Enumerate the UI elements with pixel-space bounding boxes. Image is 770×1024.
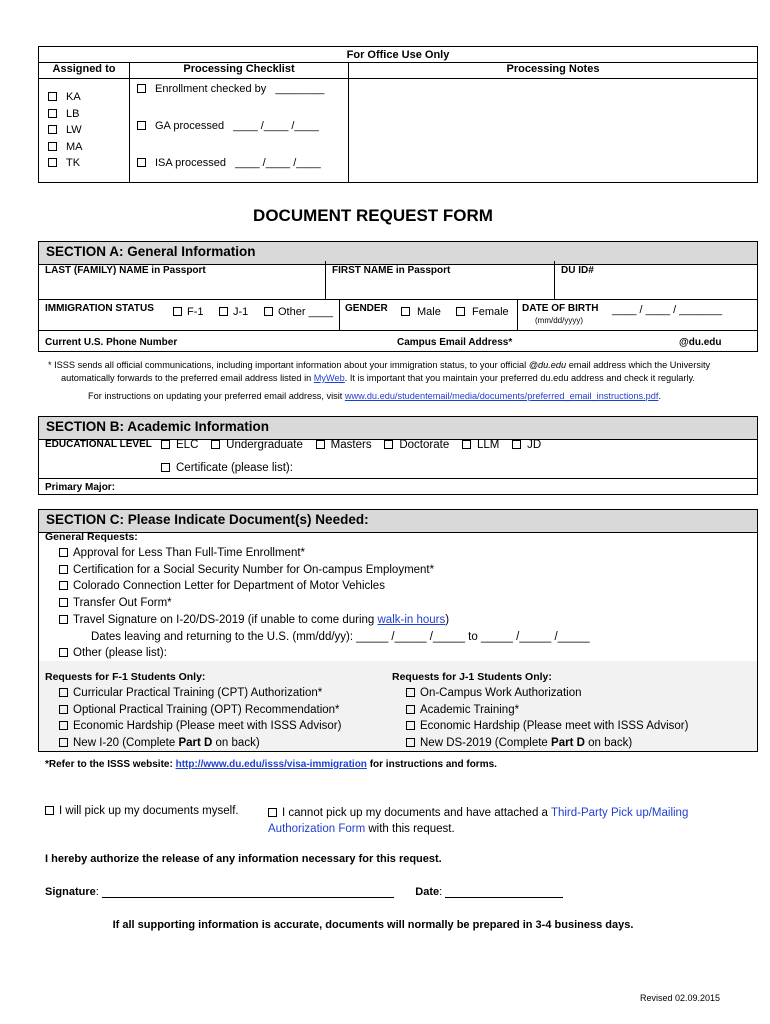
revised-date: Revised 02.09.2015 — [640, 993, 721, 1003]
checkbox-icon[interactable] — [173, 307, 182, 316]
checkbox-icon[interactable] — [401, 307, 410, 316]
level-jd[interactable]: JD — [512, 439, 541, 451]
level-elc[interactable]: ELC — [161, 439, 198, 451]
request-less-than-full-time[interactable]: Approval for Less Than Full-Time Enrollment* — [59, 545, 597, 562]
j1-requests-heading: Requests for J-1 Students Only: — [392, 671, 552, 683]
checkbox-icon[interactable] — [59, 615, 68, 624]
date-field[interactable] — [445, 886, 563, 898]
checkbox-icon[interactable] — [59, 738, 68, 747]
third-party-form-link[interactable]: Third-Party Pick up/Mailing — [550, 807, 689, 819]
request-transfer-out[interactable]: Transfer Out Form* — [59, 595, 597, 612]
gender-female[interactable]: Female — [456, 306, 509, 318]
form-title: DOCUMENT REQUEST FORM — [253, 206, 493, 225]
checkbox-icon[interactable] — [161, 463, 170, 472]
checkbox-icon[interactable] — [59, 565, 68, 574]
level-llm[interactable]: LLM — [462, 439, 499, 451]
checkbox-icon[interactable] — [45, 806, 54, 815]
status-other[interactable]: Other ____ — [264, 306, 333, 318]
assigned-to-header: Assigned to — [39, 63, 130, 79]
section-c — [38, 509, 758, 752]
checkbox-icon[interactable] — [268, 808, 277, 817]
checkbox-icon[interactable] — [48, 142, 57, 151]
checklist-enrollment[interactable]: Enrollment checked by ________ — [137, 83, 348, 120]
walk-in-hours-link[interactable]: walk-in hours — [377, 613, 446, 626]
name-row — [39, 261, 757, 300]
request-opt[interactable]: Optional Practical Training (OPT) Recommendation* — [59, 702, 341, 719]
processing-notes-header: Processing Notes — [349, 63, 758, 79]
section-a-title: SECTION A: General Information — [39, 242, 757, 265]
assignee-tk[interactable]: TK — [48, 155, 129, 172]
checkbox-icon[interactable] — [211, 440, 220, 449]
phone-field[interactable]: Current U.S. Phone Number — [45, 337, 178, 348]
first-name-field[interactable]: FIRST NAME in Passport — [332, 265, 451, 276]
checkbox-icon[interactable] — [137, 121, 146, 130]
request-new-ds2019[interactable]: New DS-2019 (Complete Part D on back) — [406, 735, 688, 752]
signature-label: Signature — [45, 886, 96, 898]
checkbox-icon[interactable] — [59, 648, 68, 657]
checkbox-icon[interactable] — [59, 598, 68, 607]
dob-format: (mm/dd/yyyy) — [535, 316, 583, 325]
f1-requests-list — [59, 685, 341, 752]
email-instructions-link[interactable]: www.du.edu/studentemail/media/documents/preferred_email_instructions.pdf — [344, 391, 659, 401]
checkbox-icon[interactable] — [137, 158, 146, 167]
level-masters[interactable]: Masters — [316, 439, 372, 451]
checkbox-icon[interactable] — [316, 440, 325, 449]
checkbox-icon[interactable] — [406, 705, 415, 714]
myweb-link[interactable]: MyWeb — [313, 373, 345, 383]
assignee-ka[interactable]: KA — [48, 89, 129, 106]
status-row — [39, 300, 757, 331]
request-j1-economic-hardship[interactable]: Economic Hardship (Please meet with ISSS Advisor) — [406, 718, 688, 735]
level-options — [161, 439, 541, 451]
dob-label: DATE OF BIRTH — [522, 303, 599, 314]
checkbox-icon[interactable] — [59, 721, 68, 730]
educational-level-label: EDUCATIONAL LEVEL — [45, 439, 152, 450]
checklist-isa[interactable]: ISA processed ____ /____ /____ — [137, 157, 348, 169]
general-requests-list — [59, 545, 597, 662]
immigration-status-label: IMMIGRATION STATUS — [45, 303, 154, 314]
email-label: Campus Email Address* — [397, 337, 513, 348]
refer-website: *Refer to the ISSS website: http://www.du.edu/isss/visa-immigration for instructions and forms. — [45, 759, 497, 770]
authorization-statement: I hereby authorize the release of any information necessary for this request. — [45, 853, 442, 865]
date-label: Date — [415, 886, 440, 898]
du-id-field[interactable]: DU ID# — [561, 265, 594, 276]
f1-requests-heading: Requests for F-1 Students Only: — [45, 671, 206, 683]
checkbox-icon[interactable] — [48, 158, 57, 167]
request-new-i20[interactable]: New I-20 (Complete Part D on back) — [59, 735, 341, 752]
assignee-list — [39, 79, 130, 183]
general-requests-heading: General Requests: — [45, 531, 138, 543]
section-b — [38, 416, 758, 495]
checkbox-icon[interactable] — [406, 688, 415, 697]
checkbox-icon[interactable] — [48, 125, 57, 134]
dob-field[interactable]: ____ / ____ / _______ — [612, 304, 723, 316]
pickup-third-party-option[interactable]: I cannot pick up my documents and have attached a Third-Party Pick up/Mailing Authorization Form with this request. — [268, 807, 689, 835]
level-undergraduate[interactable]: Undergraduate — [211, 439, 303, 451]
checkbox-icon[interactable] — [48, 92, 57, 101]
checkbox-icon[interactable] — [384, 440, 393, 449]
request-cpt[interactable]: Curricular Practical Training (CPT) Authorization* — [59, 685, 341, 702]
checklist-ga[interactable]: GA processed ____ /____ /____ — [137, 120, 348, 157]
request-ssn-certification[interactable]: Certification for a Social Security Number for On-campus Employment* — [59, 562, 597, 579]
processing-notes-field[interactable] — [349, 79, 758, 183]
checkbox-icon[interactable] — [161, 440, 170, 449]
gender-male[interactable]: Male — [401, 306, 441, 318]
last-name-field[interactable]: LAST (FAMILY) NAME in Passport — [45, 265, 206, 276]
pickup-self-option[interactable]: I will pick up my documents myself. — [45, 805, 239, 817]
request-other[interactable]: Other (please list): — [59, 645, 597, 662]
checkbox-icon[interactable] — [456, 307, 465, 316]
request-on-campus-work[interactable]: On-Campus Work Authorization — [406, 685, 688, 702]
checkbox-icon[interactable] — [59, 688, 68, 697]
checkbox-icon[interactable] — [48, 109, 57, 118]
signature-row: Signature: Date: — [45, 886, 563, 898]
request-f1-economic-hardship[interactable]: Economic Hardship (Please meet with ISSS Advisor) — [59, 718, 341, 735]
checkbox-icon[interactable] — [264, 307, 273, 316]
checkbox-icon[interactable] — [406, 721, 415, 730]
checkbox-icon[interactable] — [219, 307, 228, 316]
section-a — [38, 241, 758, 352]
processing-time-note: If all supporting information is accurate, documents will normally be prepared in 3-4 business days. — [112, 919, 634, 931]
checkbox-icon[interactable] — [406, 738, 415, 747]
checkbox-icon[interactable] — [137, 84, 146, 93]
j1-requests-list — [406, 685, 688, 752]
level-certificate[interactable]: Certificate (please list): — [161, 462, 293, 474]
status-j1[interactable]: J-1 — [219, 306, 248, 318]
primary-major-field[interactable]: Primary Major: — [45, 482, 116, 493]
email-note: * ISSS sends all official communications, including important information about your immigration status, to your official @du.edu email address which the University automatically forwards to the preferred email address listed in MyWeb. It is important that you maintain your preferred du.edu address and check it regularly. For instructions on updating your preferred email address, visit www.du.edu/studentemail/media/documents/preferred_email_instructions.pdf. — [48, 360, 711, 401]
email-domain[interactable]: @du.edu — [679, 337, 722, 348]
assignee-ma[interactable]: MA — [48, 139, 129, 156]
request-travel-signature[interactable]: Travel Signature on I-20/DS-2019 (if unable to come during walk-in hours) — [59, 612, 597, 629]
authorization-form-link[interactable]: Authorization Form — [268, 823, 366, 835]
checkbox-icon[interactable] — [59, 548, 68, 557]
request-colorado-connection[interactable]: Colorado Connection Letter for Department of Motor Vehicles — [59, 578, 597, 595]
contact-row — [39, 331, 757, 351]
travel-dates-field[interactable]: Dates leaving and returning to the U.S. (mm/dd/yy): _____ /_____ /_____ to _____ /_____ /_____ — [91, 630, 590, 643]
checkbox-icon[interactable] — [59, 581, 68, 590]
section-b-title: SECTION B: Academic Information — [39, 417, 757, 440]
status-f1[interactable]: F-1 — [173, 306, 204, 318]
checkbox-icon[interactable] — [512, 440, 521, 449]
checklist-items — [130, 79, 349, 183]
assignee-lb[interactable]: LB — [48, 106, 129, 123]
signature-field[interactable] — [102, 886, 394, 898]
isss-website-link[interactable]: http://www.du.edu/isss/visa-immigration — [175, 759, 367, 770]
checkbox-icon[interactable] — [59, 705, 68, 714]
office-use-table — [38, 46, 758, 183]
section-c-title: SECTION C: Please Indicate Document(s) Needed: — [39, 510, 757, 533]
level-doctorate[interactable]: Doctorate — [384, 439, 449, 451]
office-use-title: For Office Use Only — [39, 47, 758, 63]
checkbox-icon[interactable] — [462, 440, 471, 449]
request-academic-training[interactable]: Academic Training* — [406, 702, 688, 719]
assignee-lw[interactable]: LW — [48, 122, 129, 139]
gender-label: GENDER — [345, 303, 388, 314]
processing-checklist-header: Processing Checklist — [130, 63, 349, 79]
